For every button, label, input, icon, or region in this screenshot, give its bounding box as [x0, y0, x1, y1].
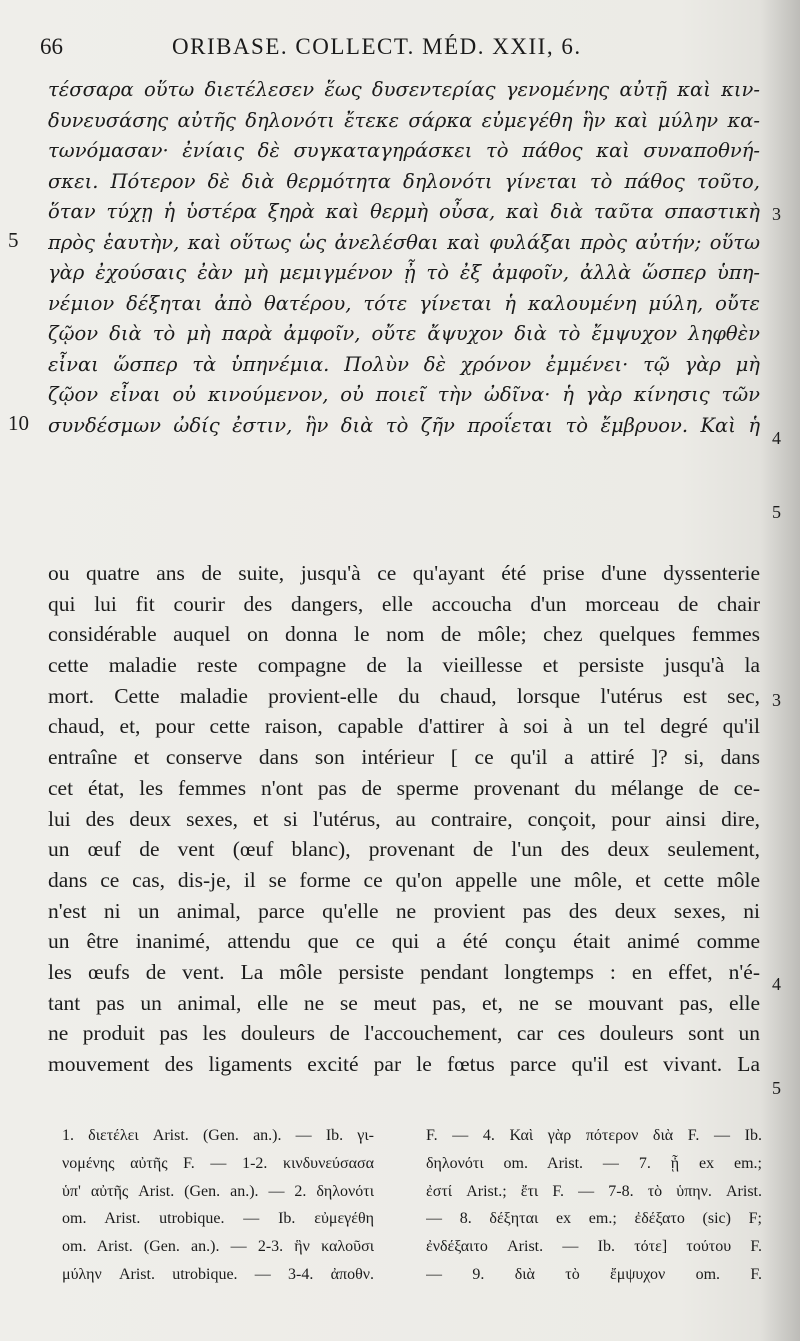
footnote-line: om. Arist. (Gen. an.). — 2-3. ἣν καλοῦσι [62, 1238, 374, 1256]
greek-line: γὰρ ἐχούσαις ἐὰν μὴ μεμιγμένον ᾖ τὸ ἐξ ἀμφοῖν, ἀλλὰ ὥσπερ ὑπη- [48, 261, 760, 284]
french-line: un être inanimé, attendu que ce qui a été conçu était animé comme [48, 929, 760, 954]
margin-reference: 3 [772, 690, 781, 710]
french-line: mouvement des ligaments excité par le fœtus parce qu'il est vivant. La [48, 1052, 760, 1076]
greek-line: ζῷον εἶναι οὐ κινούμενον, οὐ ποιεῖ τὴν ὠδῖνα· ἡ γὰρ κίνησις τῶν [48, 383, 760, 406]
french-line: qui lui fit courir des dangers, elle accoucha d'un morceau de chair [48, 591, 760, 616]
footnote-line: νομένης αὐτῆς F. — 1-2. κινδυνεύσασα [62, 1154, 374, 1172]
footnotes-right-column [426, 1122, 762, 1289]
line-number-marker: 5 [8, 228, 19, 252]
footnotes-left-column [62, 1122, 374, 1289]
footnote-line: ἐστί Arist.; ἔτι F. — 7-8. τὸ ὑπην. Arist. [426, 1182, 762, 1200]
margin-reference: 4 [772, 974, 781, 994]
footnote-line: μύλην Arist. utrobique. — 3-4. ἀποθν. [62, 1265, 374, 1283]
page-number: 66 [40, 34, 63, 59]
greek-text-block [48, 75, 760, 441]
running-header [40, 34, 740, 66]
line-number-marker: 10 [8, 411, 29, 435]
french-line: entraîne et conserve dans son intérieur [ ce qu'il a attiré ]? si, dans [48, 745, 760, 770]
french-line: lui des deux sexes, et si l'utérus, au contraire, conçoit, pour ainsi dire, [48, 806, 760, 831]
greek-line: νέμιον δέξηται ἀπὸ θατέρου, τότε γίνεται ἡ καλουμένη μύλη, οὔτε [48, 291, 760, 315]
footnote-line: 1. διετέλει Arist. (Gen. an.). — Ib. γι- [62, 1127, 374, 1144]
greek-line: πρὸς ἑαυτὴν, καὶ οὕτως ὡς ἀνελέσθαι καὶ φυλάξαι πρὸς αὐτήν; οὕτω [48, 230, 760, 254]
greek-line: τωνόμασαν· ἐνίαις δὲ συγκαταγηράσκει τὸ πάθος καὶ συναποθνή- [48, 139, 760, 162]
margin-reference: 4 [772, 428, 781, 448]
footnote-line: δηλονότι om. Arist. — 7. ᾖ ex em.; [426, 1154, 762, 1172]
footnote-line: ὑπ' αὐτῆς Arist. (Gen. an.). — 2. δηλονότι [62, 1182, 374, 1200]
french-line: ne produit pas les douleurs de l'accouchement, car ces douleurs sont un [48, 1021, 760, 1046]
french-line: mort. Cette maladie provient-elle du chaud, lorsque l'utérus est sec, [48, 683, 760, 708]
running-title: ORIBASE. COLLECT. MÉD. XXII, 6. [172, 34, 582, 59]
french-line: cette maladie reste compagne de la vieillesse et persiste jusqu'à la [48, 653, 760, 678]
margin-reference: 5 [772, 502, 781, 522]
greek-line: εἶναι ὥσπερ τὰ ὑπηνέμια. Πολὺν δὲ χρόνον ἐμμένει· τῷ γὰρ μὴ [48, 352, 760, 376]
footnote-line: ἐνδέξαιτο Arist. — Ib. τότε] τούτου F. [426, 1238, 762, 1256]
footnote-line: — 8. δέξηται ex em.; ἐδέξατο (sic) F; [426, 1210, 762, 1228]
french-line: les œufs de vent. La môle persiste pendant longtemps : en effet, n'é- [48, 959, 760, 984]
greek-line: σκει. Πότερον δὲ διὰ θερμότητα δηλονότι γίνεται τὸ πάθος τοῦτο, [48, 169, 760, 193]
french-line: considérable auquel on donna le nom de môle; chez quelques femmes [48, 622, 760, 647]
french-line: cet état, les femmes n'ont pas de sperme provenant du mélange de ce- [48, 775, 760, 800]
margin-reference: 5 [772, 1078, 781, 1098]
french-line: tant pas un animal, elle ne se meut pas, et, ne se mouvant pas, elle [48, 990, 760, 1015]
greek-line: ὅταν τύχῃ ἡ ὑστέρα ξηρὰ καὶ θερμὴ οὖσα, καὶ διὰ ταῦτα σπαστικὴ [48, 200, 760, 223]
margin-reference: 3 [772, 204, 781, 224]
footnote-line: F. — 4. Καὶ γὰρ πότερον διὰ F. — Ib. [426, 1127, 762, 1144]
french-line: dans ce cas, dis-je, il se forme ce qu'on appelle une môle, et cette môle [48, 867, 760, 892]
greek-line: ζῷον διὰ τὸ μὴ παρὰ ἀμφοῖν, οὔτε ἄψυχον διὰ τὸ ἔμψυχον ληφθὲν [48, 322, 760, 345]
french-line: chaud, et, pour cette raison, capable d'attirer à soi à un tel degré qu'il [48, 714, 760, 739]
greek-line: δυνευσάσης αὐτῆς δηλονότι ἔτεκε σάρκα εὐμεγέθη ἣν καὶ μύλην κα- [48, 108, 760, 132]
french-translation-block [48, 558, 760, 1080]
greek-line: τέσσαρα οὕτω διετέλεσεν ἕως δυσεντερίας γενομένης αὐτῇ καὶ κιν- [48, 78, 760, 101]
french-line: ou quatre ans de suite, jusqu'à ce qu'ayant été prise d'une dyssenterie [48, 561, 760, 585]
french-line: n'est ni un animal, parce qu'elle ne provient pas des deux sexes, ni [48, 898, 760, 923]
french-line: un œuf de vent (œuf blanc), provenant de l'un des deux seulement, [48, 837, 760, 862]
greek-line: συνδέσμων ὠδίς ἐστιν, ἣν διὰ τὸ ζῆν προΐεται τὸ ἔμβρυον. Καὶ ἡ [48, 413, 760, 437]
footnote-line: — 9. διὰ τὸ ἔμψυχον om. F. [426, 1265, 762, 1283]
footnote-line: om. Arist. utrobique. — Ib. εὐμεγέθη [62, 1210, 374, 1228]
